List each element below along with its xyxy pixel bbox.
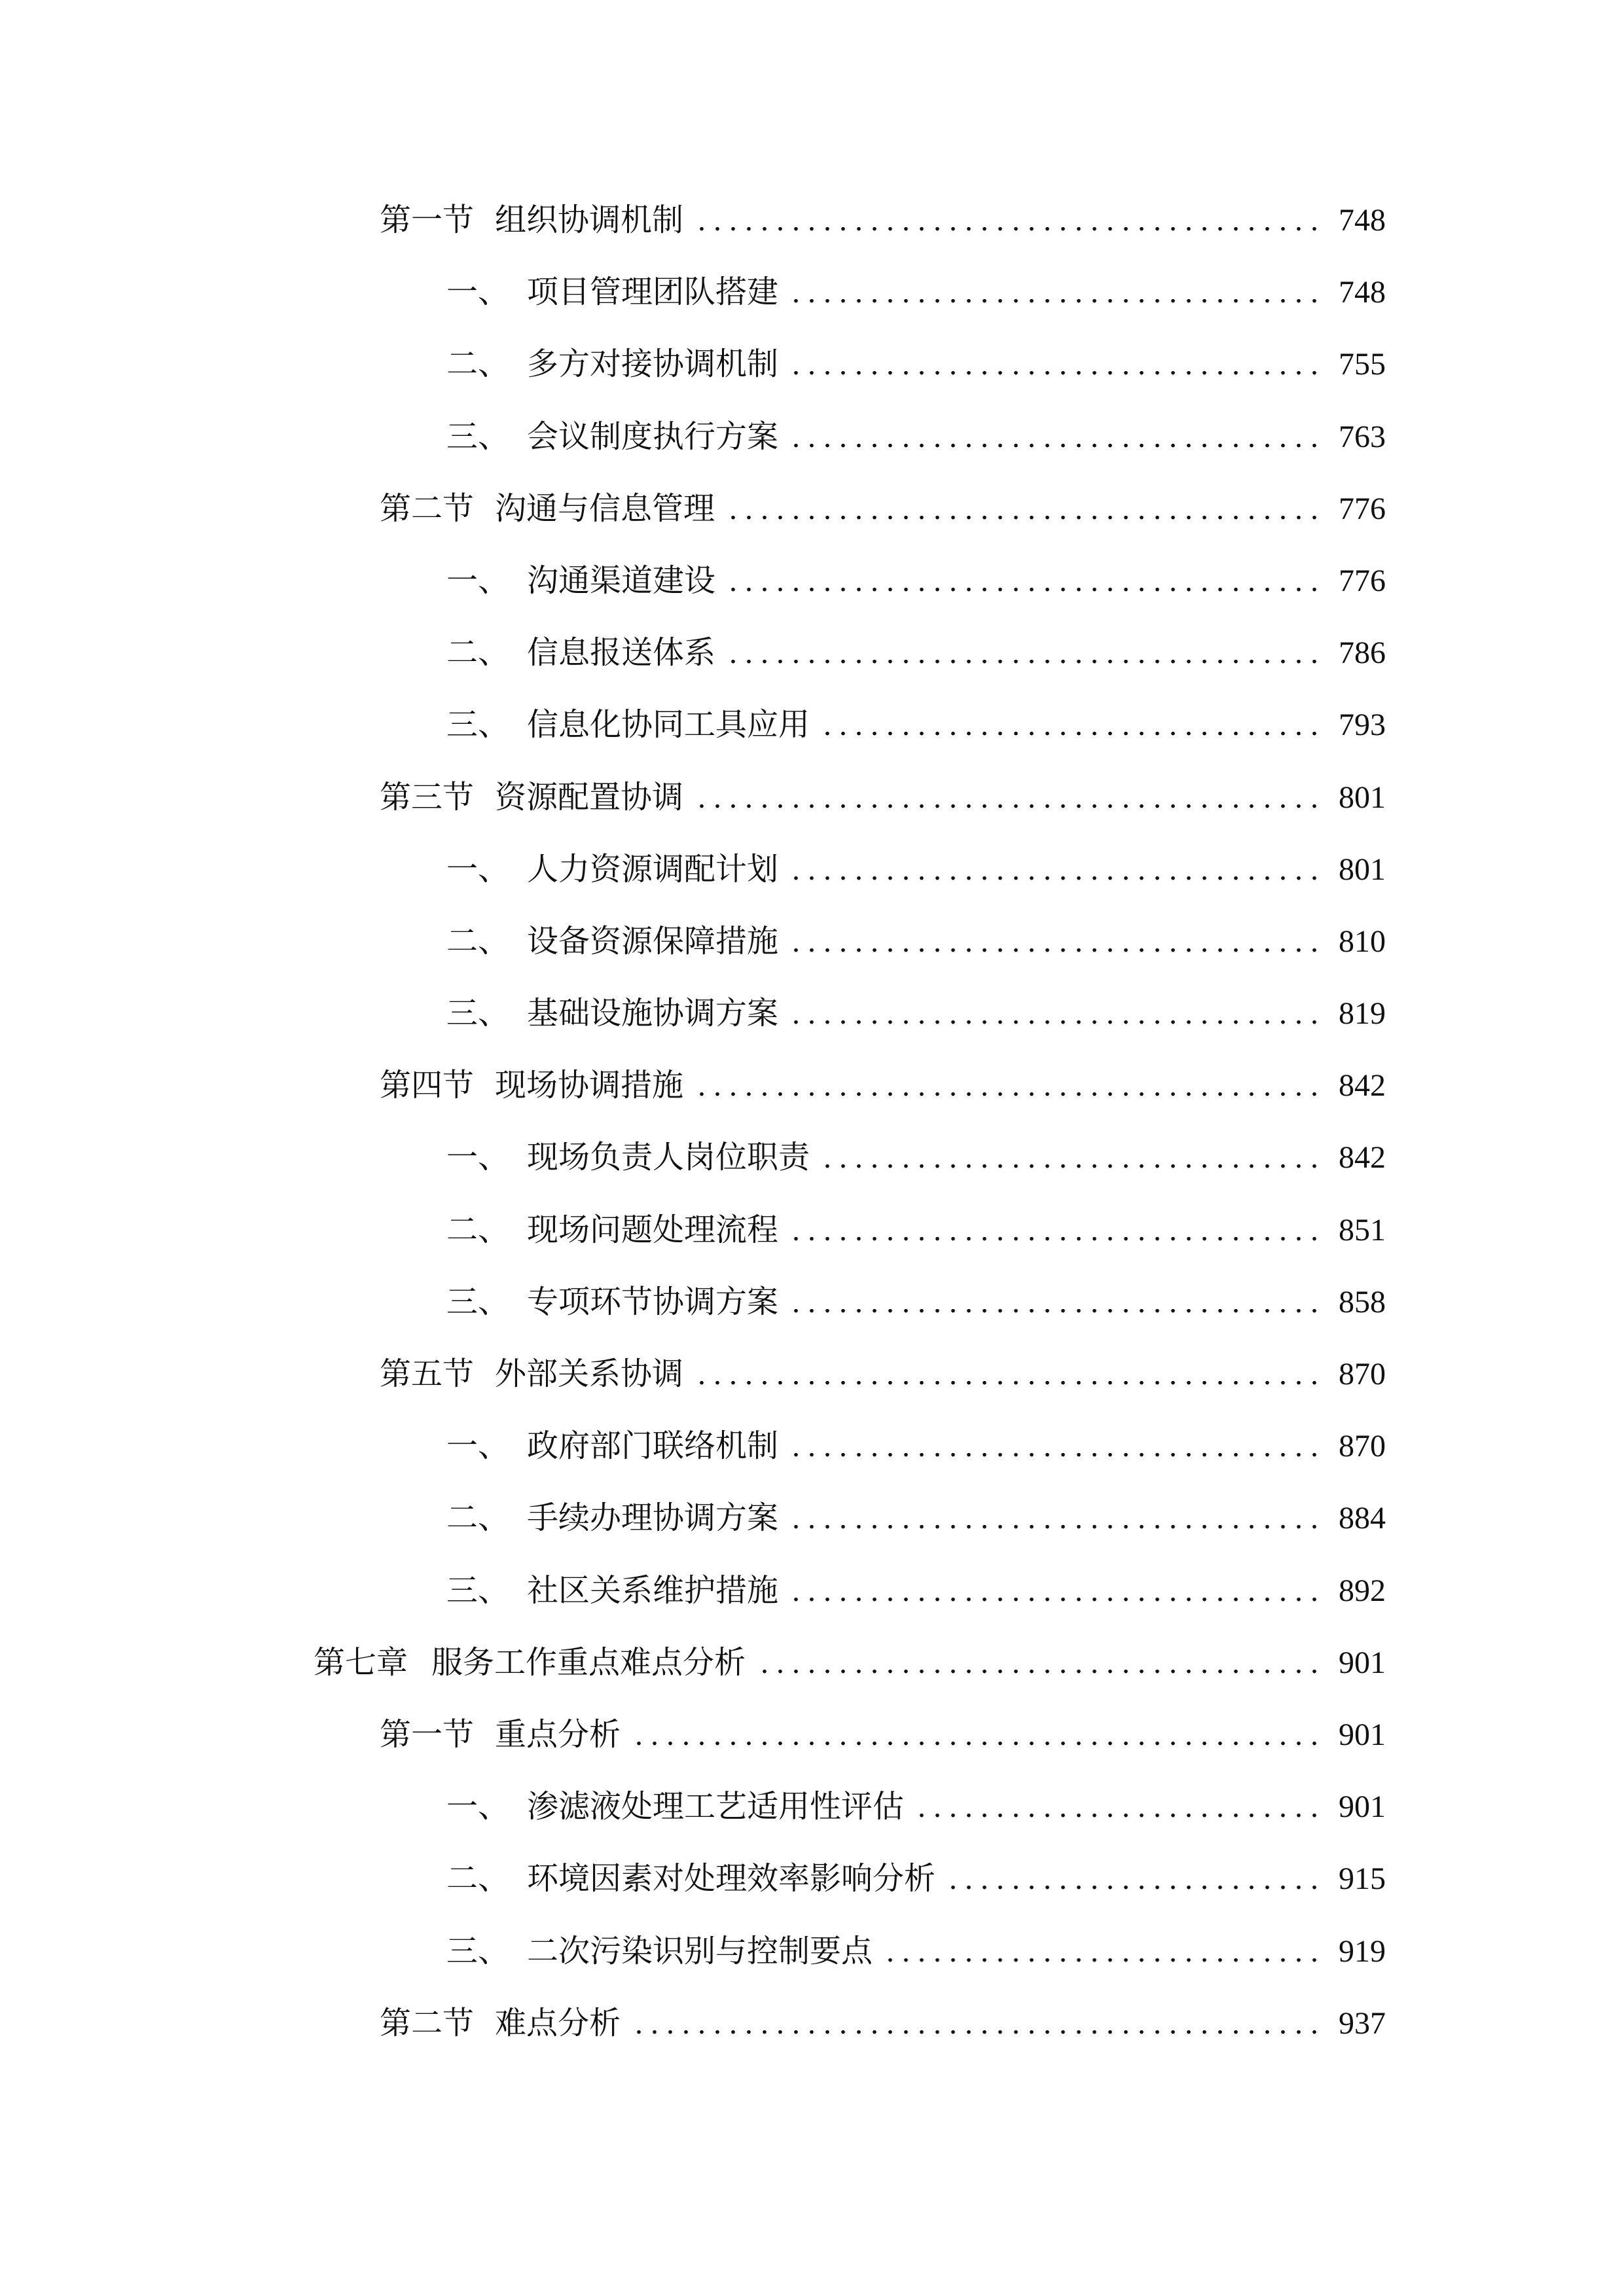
toc-item-entry	[0, 1194, 1386, 1266]
toc-entry-title: 沟通与信息管理	[495, 491, 715, 526]
toc-entry-page: 748	[1339, 203, 1386, 238]
toc-entry-title: 政府部门联络机制	[527, 1429, 779, 1464]
toc-entry-title: 人力资源调配计划	[527, 852, 779, 887]
toc-item-entry	[0, 617, 1386, 689]
toc-entry-title: 现场协调措施	[495, 1068, 684, 1103]
toc-entry-page: 858	[1339, 1284, 1386, 1319]
toc-entry-title: 沟通渠道建设	[527, 563, 716, 598]
toc-entry-page: 870	[1339, 1429, 1386, 1464]
toc-entry-title: 手续办理协调方案	[527, 1501, 779, 1536]
toc-entry-page: 842	[1339, 1140, 1386, 1175]
toc-entry-label: 第一节	[380, 1717, 475, 1752]
toc-entry-page: 901	[1339, 1717, 1386, 1752]
toc-entry-page: 786	[1339, 636, 1386, 671]
dot-leader	[942, 1843, 1318, 1915]
dot-leader	[785, 906, 1318, 978]
toc-entry-title: 设备资源保障措施	[527, 924, 779, 959]
toc-entry-label: 一、	[446, 1789, 510, 1825]
toc-entry-title: 多方对接协调机制	[527, 347, 779, 382]
toc-entry-page: 870	[1339, 1357, 1386, 1391]
toc-entry-label: 二、	[446, 1861, 510, 1897]
dot-leader	[785, 1555, 1318, 1627]
toc-entry-page: 810	[1339, 924, 1386, 959]
toc-entry-label: 第四节	[380, 1068, 475, 1103]
dot-leader	[816, 1122, 1318, 1194]
toc-item-entry	[0, 1843, 1386, 1915]
dot-leader	[785, 1194, 1318, 1266]
toc-entry-label: 第五节	[380, 1357, 475, 1391]
dot-leader	[911, 1771, 1318, 1843]
toc-entry-label: 一、	[446, 275, 510, 310]
toc-entry-label: 三、	[446, 996, 510, 1031]
toc-entry-label: 三、	[446, 419, 510, 454]
toc-entry-page: 919	[1339, 1933, 1386, 1969]
toc-section-entry	[0, 473, 1386, 545]
toc-item-entry	[0, 545, 1386, 617]
dot-leader	[785, 978, 1318, 1050]
toc-item-entry	[0, 689, 1386, 761]
toc-entry-page: 901	[1339, 1645, 1386, 1680]
toc-entry-title: 基础设施协调方案	[527, 996, 779, 1031]
toc-entry-page: 755	[1339, 347, 1386, 382]
dot-leader	[627, 1699, 1318, 1771]
toc-entry-page: 776	[1339, 491, 1386, 526]
toc-entry-label: 一、	[446, 1140, 510, 1175]
toc-entry-page: 793	[1339, 708, 1386, 743]
toc-entry-label: 三、	[446, 708, 510, 743]
dot-leader	[785, 834, 1318, 906]
toc-entry-label: 一、	[446, 852, 510, 887]
toc-entry-label: 第一节	[380, 203, 475, 238]
dot-leader	[816, 689, 1318, 761]
dot-leader	[722, 545, 1318, 617]
toc-item-entry	[0, 1482, 1386, 1554]
toc-entry-title: 渗滤液处理工艺适用性评估	[527, 1789, 905, 1825]
toc-entry-label: 二、	[446, 1212, 510, 1247]
toc-entry-label: 第二节	[380, 2005, 475, 2041]
toc-section-entry	[0, 1988, 1386, 2060]
table-of-contents	[0, 185, 1386, 2060]
toc-entry-title: 会议制度执行方案	[527, 419, 779, 454]
toc-item-entry	[0, 1122, 1386, 1194]
toc-item-entry	[0, 1266, 1386, 1338]
toc-entry-page: 776	[1339, 563, 1386, 598]
dot-leader	[785, 401, 1318, 473]
toc-entry-label: 三、	[446, 1933, 510, 1969]
toc-entry-title: 资源配置协调	[495, 780, 684, 815]
toc-entry-title: 难点分析	[495, 2005, 621, 2041]
toc-entry-title: 现场问题处理流程	[527, 1212, 779, 1247]
dot-leader	[785, 1266, 1318, 1338]
dot-leader	[879, 1916, 1318, 1988]
dot-leader	[690, 185, 1318, 257]
toc-entry-label: 一、	[446, 1429, 510, 1464]
dot-leader	[690, 1050, 1318, 1122]
toc-entry-title: 服务工作重点难点分析	[431, 1645, 746, 1680]
toc-entry-label: 第二节	[380, 491, 475, 526]
toc-entry-page: 801	[1339, 852, 1386, 887]
toc-entry-label: 二、	[446, 924, 510, 959]
toc-entry-page: 937	[1339, 2005, 1386, 2041]
toc-section-entry	[0, 1338, 1386, 1410]
toc-item-entry	[0, 1771, 1386, 1843]
toc-entry-page: 763	[1339, 419, 1386, 454]
toc-item-entry	[0, 257, 1386, 329]
toc-entry-title: 现场负责人岗位职责	[527, 1140, 810, 1175]
toc-entry-page: 901	[1339, 1789, 1386, 1825]
toc-entry-title: 信息化协同工具应用	[527, 708, 810, 743]
dot-leader	[627, 1988, 1318, 2060]
toc-entry-page: 892	[1339, 1573, 1386, 1608]
toc-entry-page: 884	[1339, 1501, 1386, 1536]
dot-leader	[785, 1410, 1318, 1482]
toc-entry-title: 二次污染识别与控制要点	[527, 1933, 873, 1969]
toc-entry-title: 环境因素对处理效率影响分析	[527, 1861, 936, 1897]
toc-entry-title: 外部关系协调	[495, 1357, 684, 1391]
toc-entry-title: 专项环节协调方案	[527, 1284, 779, 1319]
toc-item-entry	[0, 906, 1386, 978]
toc-entry-title: 信息报送体系	[527, 636, 716, 671]
toc-item-entry	[0, 834, 1386, 906]
toc-entry-title: 项目管理团队搭建	[527, 275, 779, 310]
dot-leader	[721, 473, 1318, 545]
toc-section-entry	[0, 1050, 1386, 1122]
toc-item-entry	[0, 1916, 1386, 1988]
toc-entry-title: 重点分析	[495, 1717, 621, 1752]
toc-entry-label: 二、	[446, 1501, 510, 1536]
toc-section-entry	[0, 1699, 1386, 1771]
toc-entry-label: 二、	[446, 347, 510, 382]
toc-item-entry	[0, 329, 1386, 401]
toc-item-entry	[0, 1555, 1386, 1627]
toc-entry-title: 社区关系维护措施	[527, 1573, 779, 1608]
toc-item-entry	[0, 1410, 1386, 1482]
toc-entry-label: 三、	[446, 1573, 510, 1608]
toc-entry-page: 851	[1339, 1212, 1386, 1247]
toc-entry-label: 一、	[446, 563, 510, 598]
toc-entry-page: 915	[1339, 1861, 1386, 1897]
dot-leader	[722, 617, 1318, 689]
toc-entry-page: 819	[1339, 996, 1386, 1031]
toc-entry-page: 801	[1339, 780, 1386, 815]
toc-item-entry	[0, 401, 1386, 473]
dot-leader	[690, 1338, 1318, 1410]
toc-entry-label: 二、	[446, 636, 510, 671]
dot-leader	[752, 1627, 1318, 1699]
toc-section-entry	[0, 762, 1386, 834]
dot-leader	[690, 762, 1318, 834]
toc-item-entry	[0, 978, 1386, 1050]
toc-entry-label: 第七章	[314, 1645, 408, 1680]
toc-entry-title: 组织协调机制	[495, 203, 684, 238]
dot-leader	[785, 329, 1318, 401]
toc-entry-page: 748	[1339, 275, 1386, 310]
toc-entry-page: 842	[1339, 1068, 1386, 1103]
dot-leader	[785, 1482, 1318, 1554]
toc-chapter-entry	[0, 1627, 1386, 1699]
toc-entry-label: 三、	[446, 1284, 510, 1319]
toc-entry-label: 第三节	[380, 780, 475, 815]
toc-section-entry	[0, 185, 1386, 257]
dot-leader	[785, 257, 1318, 329]
